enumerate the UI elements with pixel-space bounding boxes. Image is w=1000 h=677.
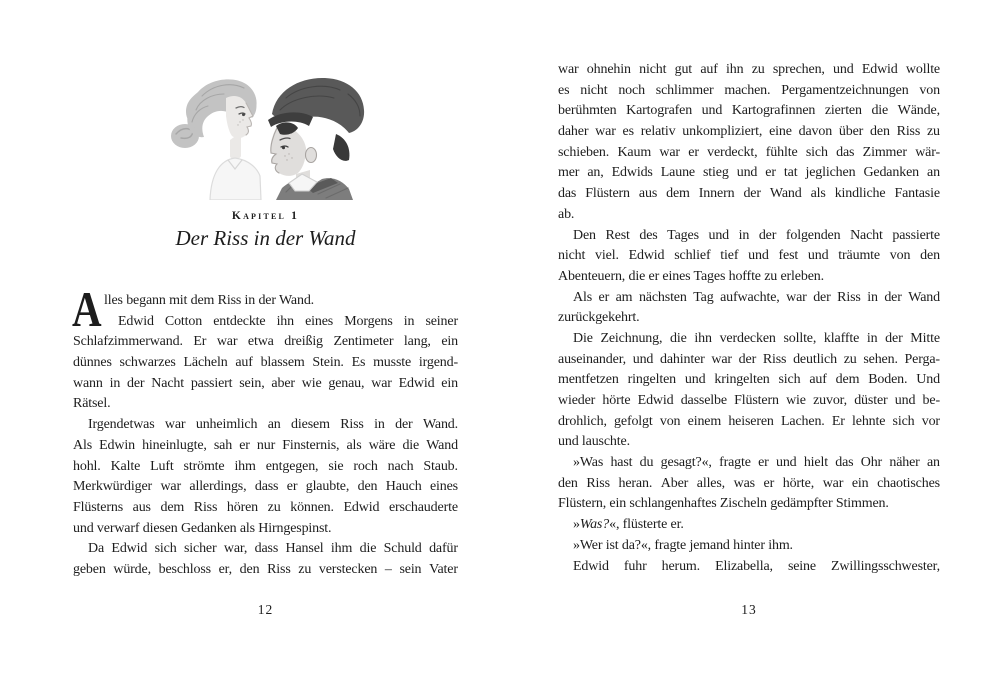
text-line: Die Zeichnung, die ihn verdecken sollte, klaffte in der Mitte	[573, 330, 940, 346]
text-line: daher war es relativ unkompliziert, eine davon über den Riss zu	[558, 124, 940, 140]
text-line: es nicht noch schlimmer machen. Pergamentzeichnungen von	[558, 82, 940, 98]
drop-cap: A	[72, 281, 102, 337]
text-line: wann in der Nacht passiert sein, aber wie genau, war Edwid ein	[73, 375, 458, 391]
text-line: wieder hörte Edwid dasselbe Flüstern wie zuvor, düster und be-	[558, 393, 940, 408]
text-line: »Wer ist da?«, fragte jemand hinter ihm.	[573, 537, 793, 553]
text-line: und verwarf diesen Gedanken als Hirngespinst.	[73, 520, 332, 536]
right-page-text	[558, 60, 940, 577]
text-line: Irgendetwas war unheimlich an diesem Riss in der Wand.	[88, 417, 458, 433]
text-line: hohl. Kalte Luft strömte ihm entgegen, sie roch nach Staub.	[73, 458, 458, 474]
text-line: Schlafzimmerwand. Er war etwa dreißig Zentimeter lang, ein	[73, 334, 458, 350]
text-line: berühmten Kartografen und Kartografinnen zierten die Wände,	[558, 103, 940, 119]
text-line: mer an, Edwids Laune stieg und er tat jeglichen Gedanken an	[558, 165, 940, 181]
chapter-title: Der Riss in der Wand	[175, 226, 356, 250]
text-line: Den Rest des Tages und in der folgenden Nacht passierte	[573, 227, 940, 243]
text-line: war ohnehin nicht gut auf ihn zu sprechen, und Edwid wollte	[558, 62, 940, 77]
text-line: dünnes schwarzes Lächeln auf blassem Stein. Es musste irgend-	[73, 355, 458, 371]
text-line: Merkwürdiger war allerdings, dass er glaubte, den Hauch eines	[73, 479, 458, 495]
text-line: drohlich, gefolgt von einem heiseren Lachen. Er lehnte sich vor	[558, 413, 940, 429]
text-line: den Riss heran. Aber alles, was er hörte, war ein chaotisches	[558, 475, 940, 491]
text-line: Rätsel.	[73, 396, 111, 412]
text-line: ab.	[558, 206, 575, 222]
text-line: mentfetzen ringelten und kringelten sich auf dem Boden. Und	[558, 372, 940, 388]
text-line: »Was?«, flüsterte er.	[573, 517, 684, 533]
text-line: nicht viel. Edwid schlief tief und fest und träumte von den	[558, 248, 940, 264]
text-line: geben würde, beschloss er, den Riss zu verstecken – sein Vater	[73, 561, 458, 577]
text-line: zurückgekehrt.	[558, 310, 640, 326]
chapter-label: Kapitel 1	[231, 210, 300, 222]
text-line: Als Edwin hineinlugte, sah er nur Finsternis, als wäre die Wand	[73, 437, 458, 453]
text-line: Abenteuern, die er eines Tages hoffte zu erleben.	[558, 268, 824, 284]
text-line: schieben. Kaum war er verdeckt, fühlte sich das Zimmer wär-	[558, 144, 940, 160]
text-line: Als er am nächsten Tag aufwachte, war der Riss in der Wand	[573, 289, 940, 305]
text-line: »Was hast du gesagt?«, fragte er und hielt das Ohr näher an	[573, 455, 940, 471]
page-number-left: 12	[257, 602, 274, 617]
text-line: Flüsterns aus dem Riss hören zu können. Edwid erschauderte	[73, 499, 458, 515]
text-line: und lauschte.	[558, 434, 630, 450]
text-line: das Flüstern aus dem Innern der Wand als kindliche Fantasie	[558, 186, 940, 202]
text-line: Flüstern, ein schlangenhaftes Zischeln gedämpfter Stimmen.	[558, 496, 889, 512]
text-line: Da Edwid sich sicher war, dass Hansel ihm die Schuld dafür	[88, 541, 458, 557]
text-line: Edwid Cotton entdeckte ihn eines Morgens in seiner	[118, 313, 458, 329]
text-line: Edwid fuhr herum. Elizabella, seine Zwillingsschwester,	[573, 558, 940, 574]
page-number-right: 13	[741, 602, 757, 617]
text-line: lles begann mit dem Riss in der Wand.	[104, 293, 315, 308]
text-line: auseinander, und dahinter war der Riss deutlich zu sehen. Perga-	[558, 351, 940, 367]
